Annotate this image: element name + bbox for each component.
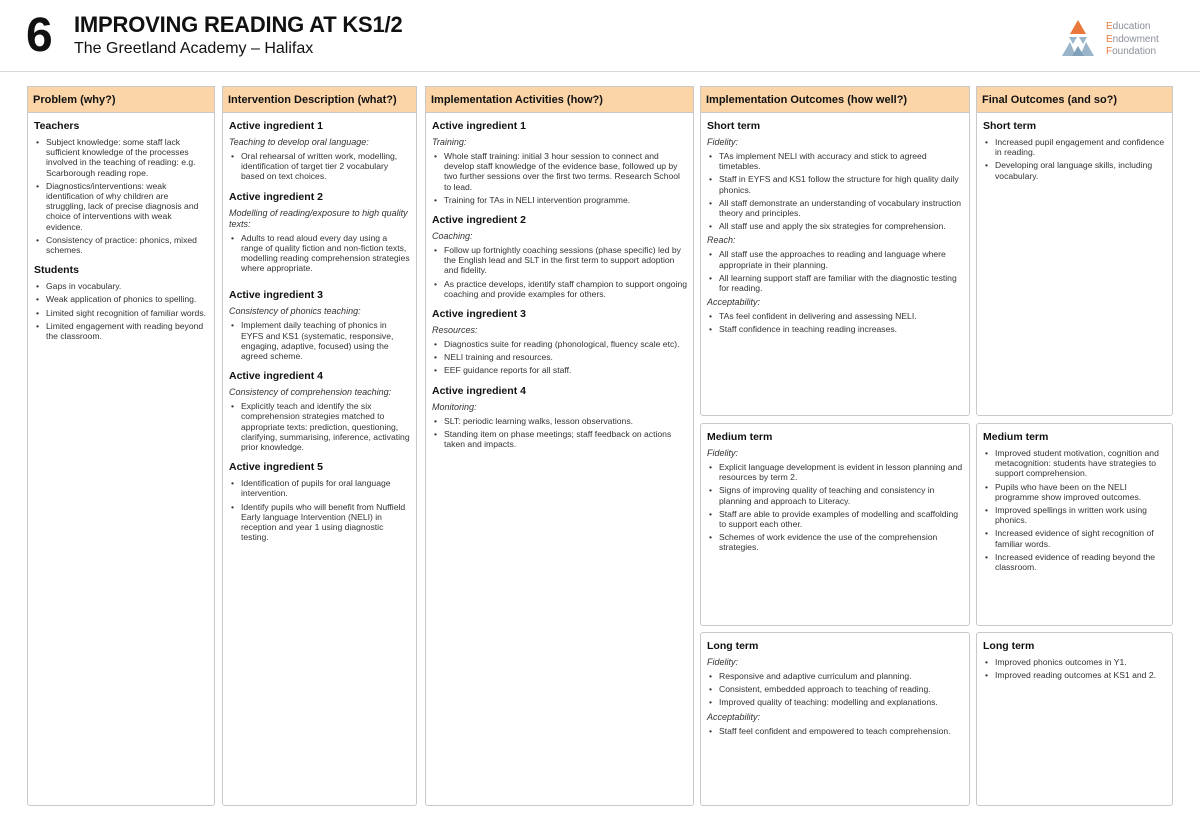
list-item: • Increased pupil engagement and confidence in reading. (983, 137, 1166, 157)
students-title: Students (34, 264, 79, 277)
problem-column (27, 86, 215, 806)
students-list (34, 281, 208, 341)
list-item: • Consistency of practice: phonics, mixed schemes. (34, 235, 208, 255)
term-title: Long term (707, 640, 759, 652)
list-item: • Identify pupils who will benefit from Nuffield Early language Intervention (NELI) in reception and year 1 using diagnostic testing. (229, 502, 410, 543)
list-item: • Pupils who have been on the NELI programme show improved outcomes. (983, 482, 1166, 502)
term-title: Medium term (983, 431, 1049, 443)
list-item: • Limited engagement with reading beyond the classroom. (34, 321, 208, 341)
outcome-list (707, 726, 963, 736)
list-item: • Follow up fortnightly coaching sessions (phase specific) led by the English lead and SLT in the first term to support adoption and fidelity. (432, 245, 687, 276)
ingredient-title: Active ingredient 2 (229, 190, 323, 203)
list-item: • Signs of improving quality of teaching and consistency in planning and approach to Literacy. (707, 485, 963, 505)
ingredient-title: Active ingredient 5 (229, 461, 323, 474)
group-subtitle: Acceptability: (707, 711, 761, 722)
list-item: • SLT: periodic learning walks, lesson observations. (432, 416, 687, 426)
term-title: Short term (707, 120, 761, 132)
impl-short-box (700, 112, 970, 416)
ingredient-subtitle: Consistency of comprehension teaching: (229, 387, 392, 398)
list-item: • Improved reading outcomes at KS1 and 2. (983, 670, 1166, 680)
list-item: • Oral rehearsal of written work, modelling, identification of target tier 2 vocabulary based on text choices. (229, 151, 410, 182)
ingredient-subtitle: Coaching: (432, 231, 473, 242)
activities-body (425, 112, 694, 806)
list-item: • Whole staff training: initial 3 hour session to connect and develop staff knowledge of the evidence base, followed up by two further sessions over the first two terms. Research School to lead. (432, 151, 687, 192)
ingredient-list (229, 151, 410, 182)
list-item: • All staff use and apply the six strategies for comprehension. (707, 221, 963, 231)
list-item: • Training for TAs in NELI intervention programme. (432, 195, 687, 205)
list-item: • Improved quality of teaching: modelling and explanations. (707, 697, 963, 707)
problem-body (27, 112, 215, 806)
list-item: • Increased evidence of reading beyond the classroom. (983, 552, 1166, 572)
ingredient-title: Active ingredient 1 (229, 120, 323, 132)
page-header (0, 0, 1200, 72)
ingredient-subtitle: Resources: (432, 325, 478, 336)
list-item: • TAs feel confident in delivering and assessing NELI. (707, 311, 963, 321)
group-subtitle: Acceptability: (707, 297, 761, 308)
outcome-list (983, 657, 1166, 680)
teachers-title: Teachers (34, 120, 80, 132)
list-item: • EEF guidance reports for all staff. (432, 365, 687, 375)
ingredient-list (432, 339, 687, 376)
list-item: • All staff use the approaches to reading and language where appropriate in their planning. (707, 249, 963, 269)
ingredient-list (229, 401, 410, 452)
list-item: • Staff feel confident and empowered to teach comprehension. (707, 726, 963, 736)
ingredient-title: Active ingredient 2 (432, 214, 526, 227)
ingredient-subtitle: Teaching to develop oral language: (229, 137, 369, 147)
list-item: • Improved phonics outcomes in Y1. (983, 657, 1166, 667)
page-title: IMPROVING READING AT KS1/2 (74, 12, 403, 37)
outcome-list (707, 671, 963, 708)
list-item: • Developing oral language skills, including vocabulary. (983, 160, 1166, 180)
list-item: • Improved student motivation, cognition and metacognition: students have strategies to support comprehension. (983, 448, 1166, 479)
intervention-column (222, 86, 417, 806)
ingredient-title: Active ingredient 4 (229, 370, 323, 383)
list-item: • Implement daily teaching of phonics in EYFS and KS1 (systematic, responsive, engaging, adaptive, focused) using the agreed scheme. (229, 320, 410, 361)
impl-outcomes-column (700, 86, 970, 806)
list-item: • Diagnostics/interventions: weak identification of why children are struggling, lack of precise diagnosis and choice of interventions with weak evidence. (34, 181, 208, 232)
group-subtitle: Reach: (707, 235, 736, 246)
intervention-header: Intervention Description (what?) (222, 86, 417, 112)
final-short-box (976, 112, 1173, 416)
ingredient-title: Active ingredient 3 (229, 289, 323, 302)
list-item: • TAs implement NELI with accuracy and stick to agreed timetables. (707, 151, 963, 171)
list-item: • Schemes of work evidence the use of the comprehension strategies. (707, 532, 963, 552)
activities-column (425, 86, 694, 806)
final-long-box (976, 632, 1173, 806)
ingredient-title: Active ingredient 3 (432, 308, 526, 321)
impl-outcomes-header: Implementation Outcomes (how well?) (700, 86, 970, 112)
term-title: Medium term (707, 431, 773, 443)
ingredient-title: Active ingredient 4 (432, 384, 526, 397)
outcome-list (707, 151, 963, 231)
activities-header: Implementation Activities (how?) (425, 86, 694, 112)
outcome-list (707, 311, 963, 334)
list-item: • All staff demonstrate an understanding of vocabulary instruction theory and principles. (707, 198, 963, 218)
problem-header: Problem (why?) (27, 86, 215, 112)
outcome-list (983, 448, 1166, 572)
list-item: • Standing item on phase meetings; staff feedback on actions taken and impacts. (432, 429, 687, 449)
ingredient-list (229, 233, 410, 274)
list-item: • Explicitly teach and identify the six comprehension strategies matched to appropriate texts: prediction, questioning, clarifying, summarising, inference, activating prior knowledge. (229, 401, 410, 452)
list-item: • Staff are able to provide examples of modelling and scaffolding to support each other. (707, 509, 963, 529)
list-item: • Weak application of phonics to spelling. (34, 294, 208, 304)
list-item: • Improved spellings in written work using phonics. (983, 505, 1166, 525)
group-subtitle: Fidelity: (707, 448, 739, 458)
ingredient-list (432, 416, 687, 450)
outcome-list (707, 249, 963, 293)
list-item: • Diagnostics suite for reading (phonological, fluency scale etc). (432, 339, 687, 349)
ingredient-list (432, 245, 687, 299)
term-title: Long term (983, 640, 1035, 652)
list-item: • As practice develops, identify staff champion to support ongoing coaching and provide examples for others. (432, 279, 687, 299)
ingredient-subtitle: Training: (432, 137, 467, 147)
section-number: 6 (26, 9, 53, 62)
impl-medium-box (700, 423, 970, 626)
final-medium-box (976, 423, 1173, 626)
ingredient-list (229, 478, 410, 542)
list-item: • Responsive and adaptive curriculum and planning. (707, 671, 963, 681)
ingredient-list (432, 151, 687, 205)
final-outcomes-column (976, 86, 1173, 806)
group-subtitle: Fidelity: (707, 657, 739, 667)
teachers-list (34, 137, 208, 255)
ingredient-subtitle: Consistency of phonics teaching: (229, 306, 361, 317)
list-item: • Subject knowledge: some staff lack sufficient knowledge of the processes involved in the teaching of reading: e.g. Scarborough reading rope. (34, 137, 208, 178)
list-item: • Identification of pupils for oral language intervention. (229, 478, 410, 498)
list-item: • Explicit language development is evident in lesson planning and resources by term 2. (707, 462, 963, 482)
list-item: • Adults to read aloud every day using a range of quality fiction and non-fiction texts, modelling reading comprehension strategies where appropriate. (229, 233, 410, 274)
list-item: • All learning support staff are familiar with the diagnostic testing for reading. (707, 273, 963, 293)
ingredient-title: Active ingredient 1 (432, 120, 526, 132)
impl-long-box (700, 632, 970, 806)
page-subtitle: The Greetland Academy – Halifax (74, 40, 314, 57)
ingredient-list (229, 320, 410, 361)
term-title: Short term (983, 120, 1037, 132)
outcome-list (983, 137, 1166, 181)
eef-logo-text: Education Endowment Foundation (1106, 21, 1159, 57)
list-item: • NELI training and resources. (432, 352, 687, 362)
eef-logo-icon (1058, 18, 1098, 60)
intervention-body (222, 112, 417, 806)
list-item: • Increased evidence of sight recognition of familiar words. (983, 528, 1166, 548)
list-item: • Staff confidence in teaching reading increases. (707, 324, 963, 334)
ingredient-subtitle: Modelling of reading/exposure to high quality texts: (229, 207, 408, 229)
list-item: • Staff in EYFS and KS1 follow the structure for high quality daily phonics. (707, 174, 963, 194)
group-subtitle: Fidelity: (707, 137, 739, 147)
ingredient-subtitle: Monitoring: (432, 401, 477, 412)
list-item: • Gaps in vocabulary. (34, 281, 208, 291)
list-item: • Consistent, embedded approach to teaching of reading. (707, 684, 963, 694)
eef-logo (1058, 18, 1178, 60)
final-outcomes-header: Final Outcomes (and so?) (976, 86, 1173, 112)
outcome-list (707, 462, 963, 553)
list-item: • Limited sight recognition of familiar words. (34, 308, 208, 318)
